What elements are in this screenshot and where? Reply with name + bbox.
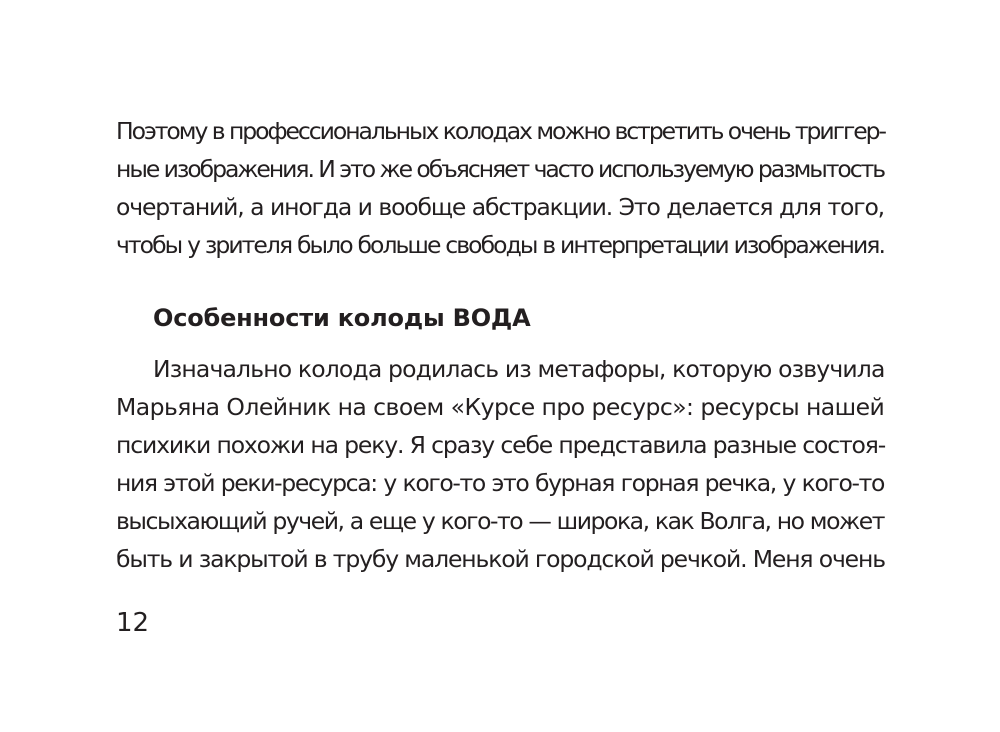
text-line: Марьяна Олейник на своем «Курсе про ресурс»: ресурсы нашей <box>116 393 885 421</box>
text-line: высыхающий ручей, а еще у кого-то — широка, как Волга, но может <box>116 507 884 535</box>
text-line: Изначально колода родилась из метафоры, которую озвучила <box>153 355 885 383</box>
section-heading: Особенности колоды ВОДА <box>153 304 531 332</box>
text-line: ные изображения. И это же объясняет часто используемую размытость <box>116 155 885 183</box>
text-line: очертаний, а иногда и вообще абстракции. Это делается для того, <box>116 193 884 221</box>
text-line: быть и закрытой в трубу маленькой городской речкой. Меня очень <box>116 545 885 573</box>
text-line: чтобы у зрителя было больше свободы в интерпретации изображения. <box>116 231 884 259</box>
page-number: 12 <box>116 608 150 638</box>
text-line: психики похожи на реку. Я сразу себе представила разные состоя- <box>116 431 886 459</box>
text-line: ния этой реки-ресурса: у кого-то это бурная горная речка, у кого-то <box>116 469 884 497</box>
text-line: Поэтому в профессиональных колодах можно встретить очень триггер- <box>116 117 885 145</box>
